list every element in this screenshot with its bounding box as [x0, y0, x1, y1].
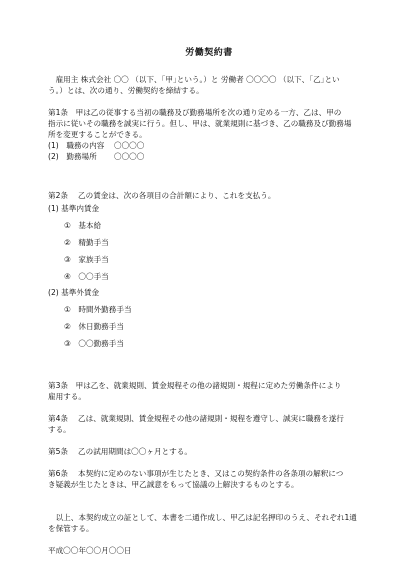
wage-item: ③ 家族手当 [64, 255, 109, 264]
article-4-line: する。 [48, 425, 71, 434]
item-key: (1) 職務の内容 [48, 141, 105, 150]
article-2-intro: 第2条 乙の賃金は、次の各項目の合計額により、これを支払う。 [48, 191, 276, 200]
item-value: 〇〇〇〇 [114, 141, 145, 150]
preamble [48, 74, 370, 96]
wage-item: ④ 〇〇手当 [64, 272, 109, 281]
article-3 [48, 380, 370, 402]
closing-line: を保管する。 [48, 524, 94, 533]
article-5 [48, 446, 370, 457]
wage-item: ③ 〇〇勤務手当 [64, 339, 124, 348]
preamble-line: う。）とは、次の通り、労働契約を締結する。 [48, 86, 204, 95]
contract-date: 平成〇〇年〇〇月〇〇日 [48, 546, 132, 555]
article-6 [48, 468, 370, 490]
article-1-line: 第1条 甲は乙の従事する当初の職務及び勤務場所を次の通り定める一方、乙は、甲の [48, 108, 342, 117]
article-2-section-1: (1) 基準内賃金 [48, 204, 100, 213]
document-title: 労働契約書 [185, 48, 233, 58]
wage-item: ② 精勤手当 [64, 238, 109, 247]
article-3-line: 第3条 甲は乙を、就業規則、賃金規程その他の諸規則・規程に定めた労働条件により [48, 381, 342, 390]
article-4 [48, 413, 370, 435]
item-key: (2) 勤務場所 [48, 152, 97, 161]
wage-item: ② 休日勤務手当 [64, 322, 124, 331]
article-6-line: き疑義が生じたときは、甲乙誠意をもって協議の上解決するものとする。 [48, 480, 299, 489]
preamble-line: 雇用主 株式会社 〇〇 （以下、｢甲｣という。）と 労働者 〇〇〇〇 （以下、｢乙｣とい [48, 75, 340, 84]
article-4-line: 第4条 乙は、就業規則、賃金規程その他の諸規則・規程を遵守し、誠実に職務を遂行 [48, 414, 344, 423]
article-2 [48, 190, 370, 352]
article-5-line: 第5条 乙の試用期間は〇〇ヶ月とする。 [48, 447, 192, 456]
article-1-item [48, 140, 370, 151]
article-1 [48, 107, 370, 162]
closing-line: 以上、本契約成立の証として、本書を二通作成し、甲乙は記名押印のうえ、それぞれ1通 [48, 513, 357, 522]
closing [48, 512, 370, 534]
article-1-item [48, 151, 370, 162]
article-1-line: 指示に従いその職務を誠実に行う。但し、甲は、就業規則に基づき、乙の職務及び勤務場 [48, 119, 352, 128]
article-1-line: 所を変更することができる。 [48, 130, 147, 139]
article-3-line: 雇用する。 [48, 392, 86, 401]
wage-item: ① 基本給 [64, 221, 102, 230]
article-2-section-2: (2) 基準外賃金 [48, 288, 100, 297]
item-value: 〇〇〇〇 [114, 152, 145, 161]
wage-item: ① 時間外勤務手当 [64, 305, 132, 314]
article-6-line: 第6条 本契約に定めのない事項が生じたとき、又はこの契約条件の各条項の解釈につ [48, 469, 344, 478]
